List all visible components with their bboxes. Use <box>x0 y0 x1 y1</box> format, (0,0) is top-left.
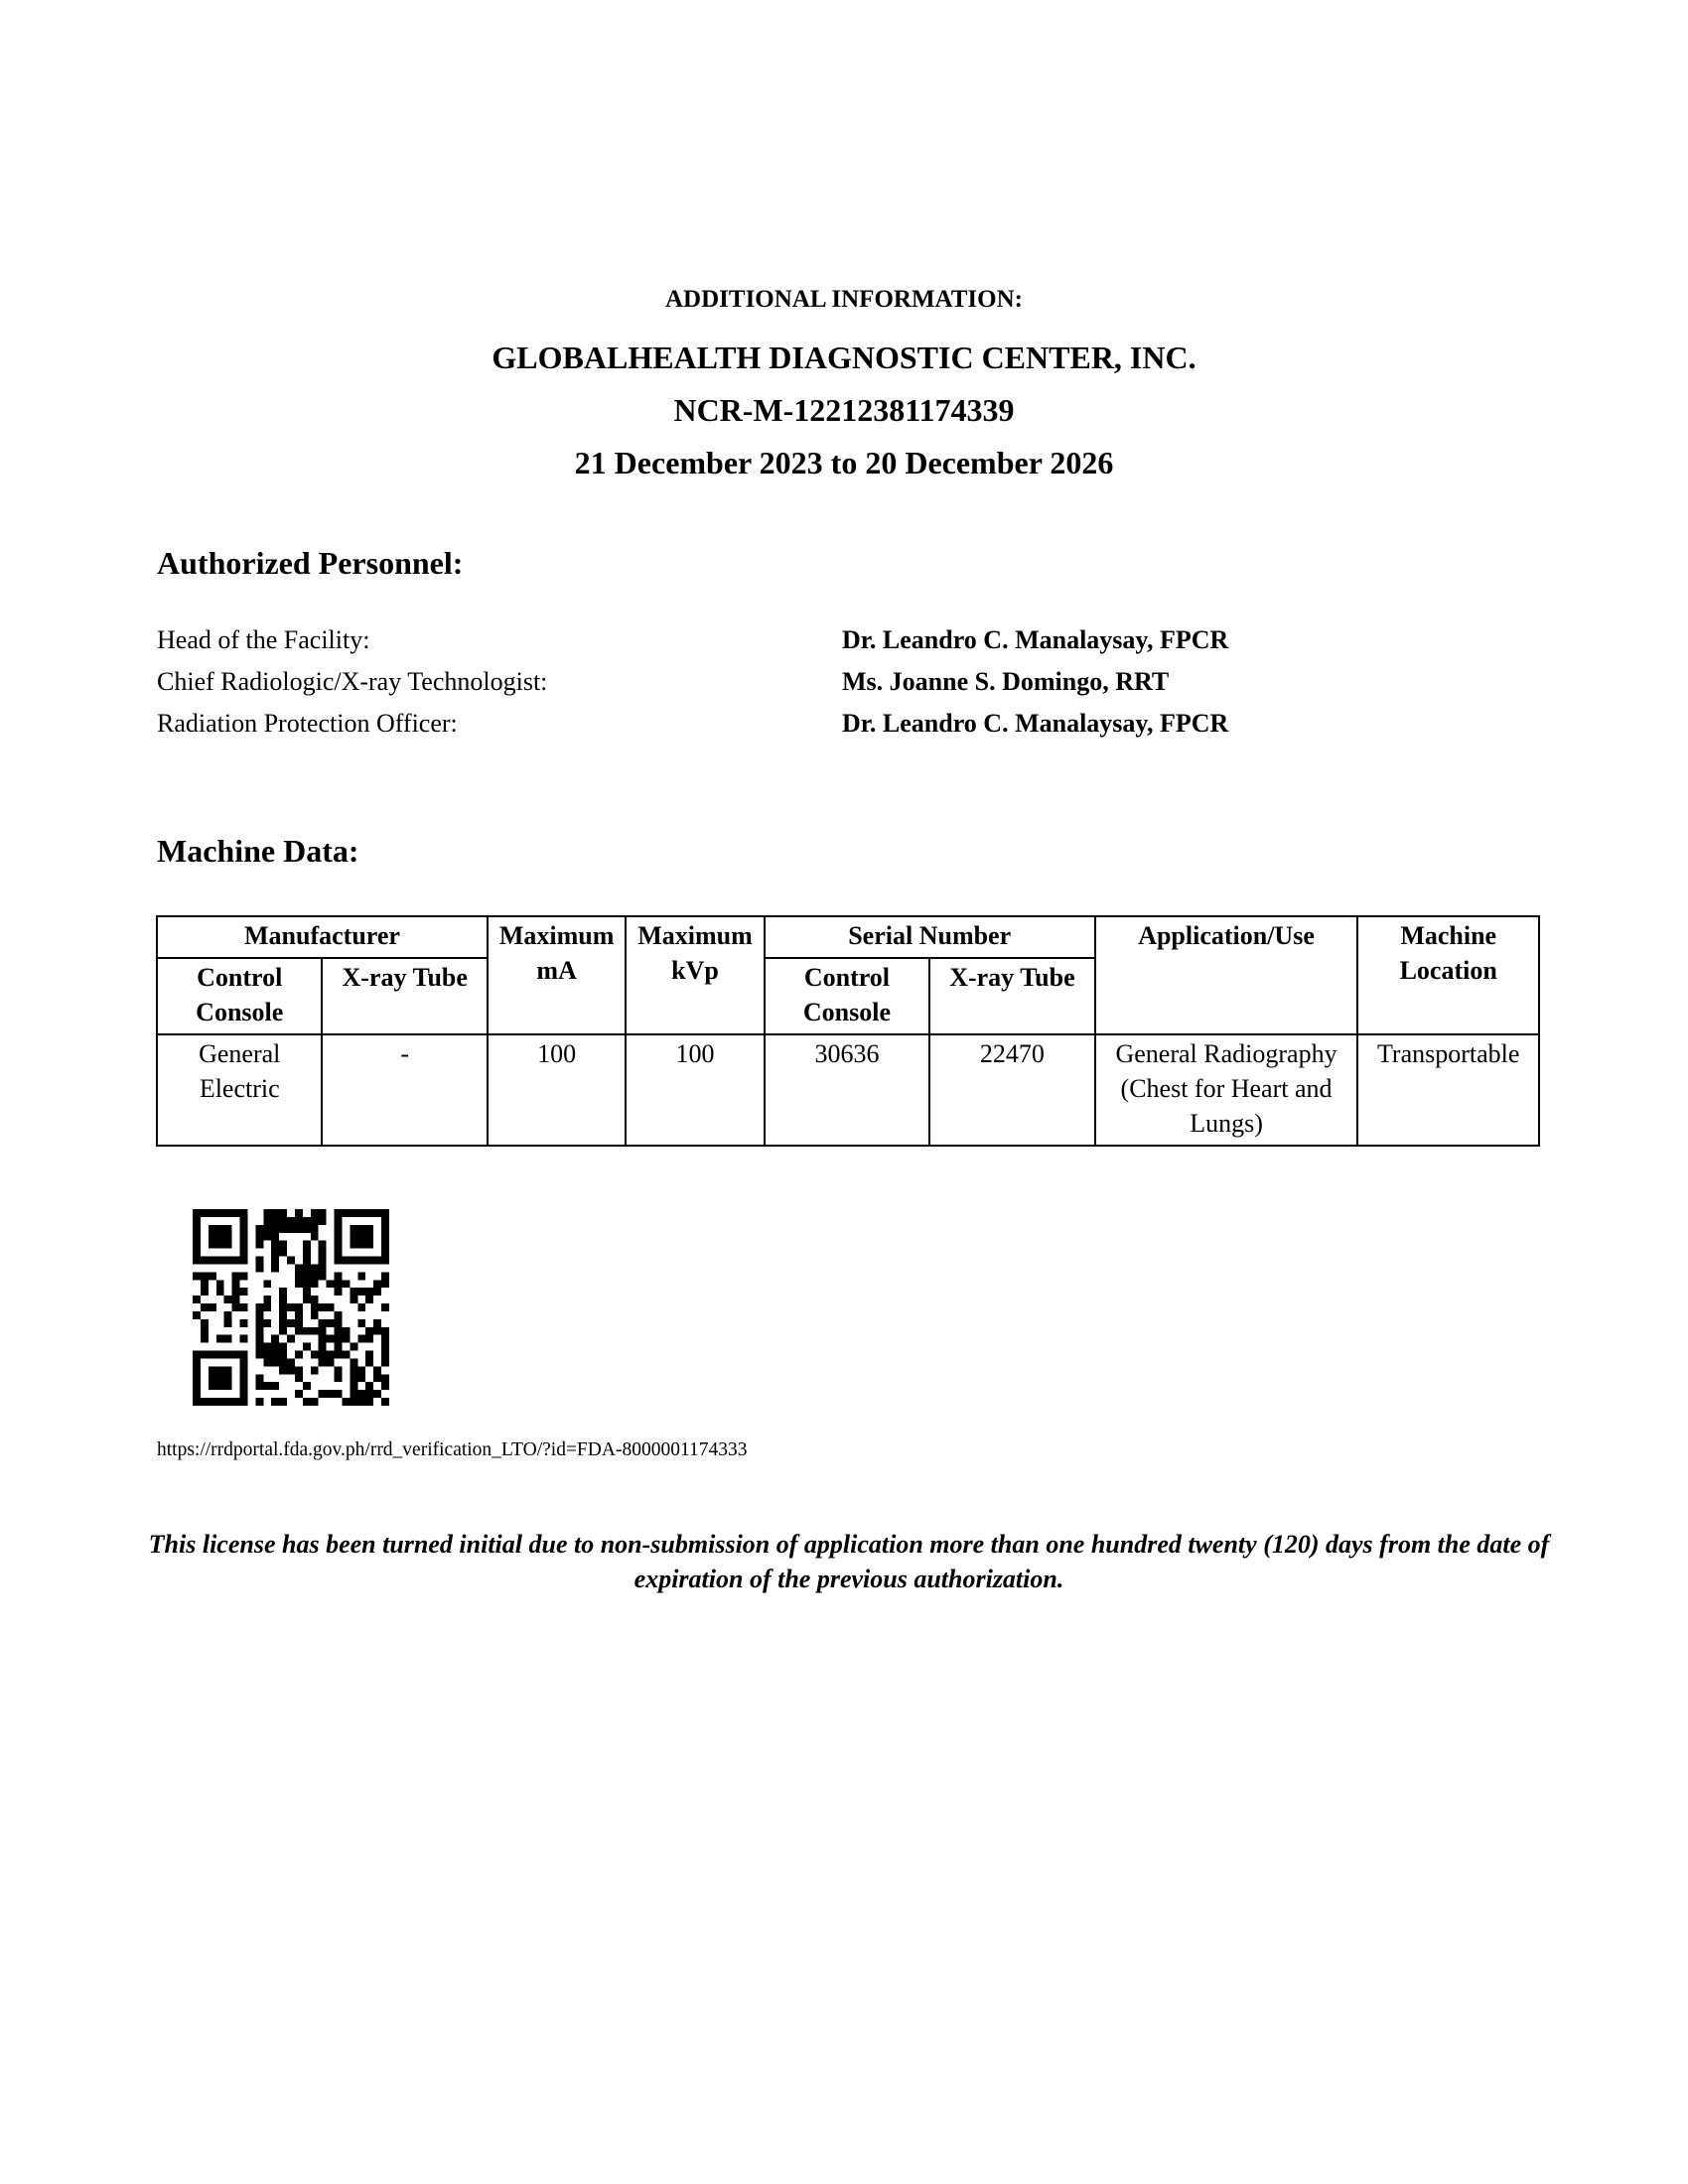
table-row <box>157 1034 1539 1146</box>
machine-location-header: Machine Location <box>1357 916 1539 1034</box>
personnel-row <box>157 625 1348 667</box>
additional-info-heading: ADDITIONAL INFORMATION: <box>665 286 1023 313</box>
validity-period: 21 December 2023 to 20 December 2026 <box>574 445 1114 480</box>
max-kvp-header: Maximum kVp <box>626 916 764 1034</box>
max-ma-cell: 100 <box>488 1034 626 1146</box>
verification-url: https://rrdportal.fda.gov.ph/rrd_verification_LTO/?id=FDA-8000001174333 <box>157 1439 748 1460</box>
application-header: Application/Use <box>1095 916 1358 1034</box>
personnel-row <box>157 709 1348 751</box>
facility-name: GLOBALHEALTH DIAGNOSTIC CENTER, INC. <box>492 340 1196 375</box>
serial-control-console-header: Control Console <box>765 958 929 1034</box>
manufacturer-control-console-header: Control Console <box>157 958 322 1034</box>
application-cell: General Radiography (Chest for Heart and Lungs) <box>1095 1034 1358 1146</box>
qr-code-icon <box>193 1209 389 1406</box>
machine-data-table <box>156 915 1540 1147</box>
personnel-row <box>157 667 1348 709</box>
max-ma-header: Maximum mA <box>488 916 626 1034</box>
personnel-role: Radiation Protection Officer: <box>157 709 458 738</box>
serial-console-cell: 30636 <box>765 1034 929 1146</box>
max-kvp-cell: 100 <box>626 1034 764 1146</box>
manufacturer-xray-tube-header: X-ray Tube <box>322 958 487 1034</box>
personnel-name: Dr. Leandro C. Manalaysay, FPCR <box>842 625 1229 654</box>
table-header-row <box>157 916 1539 958</box>
serial-tube-cell: 22470 <box>929 1034 1094 1146</box>
license-notice: This license has been turned initial due to non-submission of application more than one hundred twenty (120) days from the date of expiration of the previous authorization. <box>148 1530 1550 1593</box>
manufacturer-console-cell: General Electric <box>157 1034 322 1146</box>
manufacturer-tube-cell: - <box>322 1034 487 1146</box>
authorized-personnel-title: Authorized Personnel: <box>157 545 464 581</box>
machine-location-cell: Transportable <box>1357 1034 1539 1146</box>
personnel-list <box>157 625 1348 751</box>
license-number: NCR-M-12212381174339 <box>673 392 1015 428</box>
personnel-role: Head of the Facility: <box>157 625 370 654</box>
serial-number-header: Serial Number <box>765 916 1095 958</box>
manufacturer-header: Manufacturer <box>157 916 488 958</box>
personnel-role: Chief Radiologic/X-ray Technologist: <box>157 667 548 696</box>
serial-xray-tube-header: X-ray Tube <box>929 958 1094 1034</box>
personnel-name: Dr. Leandro C. Manalaysay, FPCR <box>842 709 1229 738</box>
personnel-name: Ms. Joanne S. Domingo, RRT <box>842 667 1170 696</box>
machine-data-title: Machine Data: <box>157 833 359 869</box>
